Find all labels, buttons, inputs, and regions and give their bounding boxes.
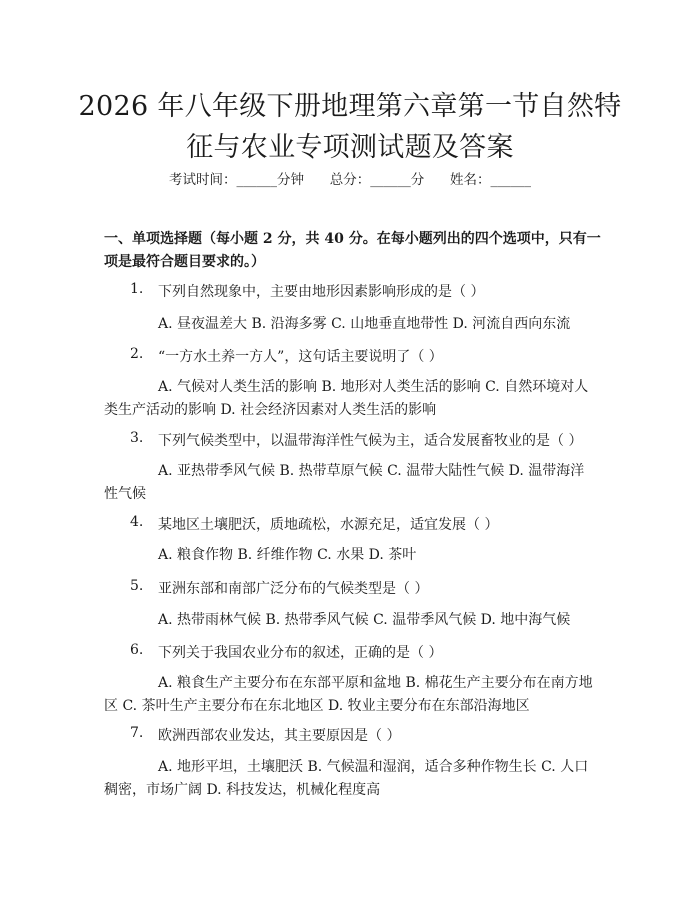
- question-number: 6.: [130, 642, 144, 658]
- question-options: A. 粮食作物 B. 纤维作物 C. 水果 D. 茶叶: [158, 547, 417, 563]
- title-line-1: 2026 年八年级下册地理第六章第一节自然特: [78, 91, 622, 122]
- question-text: 欧洲西部农业发达，其主要原因是（ ）: [158, 728, 401, 744]
- question-number: 1.: [130, 281, 144, 297]
- question-number: 5.: [130, 578, 144, 594]
- question-number: 7.: [130, 725, 144, 741]
- question-options: A. 粮食生产主要分布在东部平原和盆地 B. 棉花生产主要分布在南方地区 C. 茶叶生产主要分布在东北地区 D. 牧业主要分布在东部沿海地区: [104, 675, 593, 714]
- question-text: 亚洲东部和南部广泛分布的气候类型是（ ）: [158, 581, 429, 597]
- exam-info-line: 考试时间：______分钟 总分：______分 姓名：______: [169, 172, 531, 188]
- question-options: A. 地形平坦，土壤肥沃 B. 气候温和湿润，适合多种作物生长 C. 人口稠密，市场广阔 D. 科技发达，机械化程度高: [104, 759, 589, 798]
- section-heading: 一、单项选择题（每小题 2 分，共 40 分。在每小题列出的四个选项中，只有一项是最符合题目要求的。）: [104, 231, 601, 270]
- question-number: 2.: [130, 346, 144, 362]
- document-title: [60, 86, 640, 168]
- question-options: A. 亚热带季风气候 B. 热带草原气候 C. 温带大陆性气候 D. 温带海洋性气候: [104, 463, 585, 502]
- question-text: 下列气候类型中，以温带海洋性气候为主，适合发展畜牧业的是（ ）: [158, 433, 583, 449]
- question-options: A. 昼夜温差大 B. 沿海多雾 C. 山地垂直地带性 D. 河流自西向东流: [158, 316, 571, 332]
- question-text: 下列关于我国农业分布的叙述，正确的是（ ）: [158, 645, 443, 661]
- question-number: 4.: [130, 514, 144, 530]
- question-options: A. 气候对人类生活的影响 B. 地形对人类生活的影响 C. 自然环境对人类生产活动的影响 D. 社会经济因素对人类生活的影响: [104, 379, 589, 418]
- title-line-2: 征与农业专项测试题及答案: [186, 132, 514, 163]
- question-text: “一方水土养一方人”，这句话主要说明了（ ）: [158, 349, 443, 365]
- question-text: 下列自然现象中，主要由地形因素影响形成的是（ ）: [158, 284, 485, 300]
- question-number: 3.: [130, 430, 144, 446]
- question-text: 某地区土壤肥沃，质地疏松，水源充足，适宜发展（ ）: [158, 517, 499, 533]
- question-options: A. 热带雨林气候 B. 热带季风气候 C. 温带季风气候 D. 地中海气候: [158, 612, 571, 628]
